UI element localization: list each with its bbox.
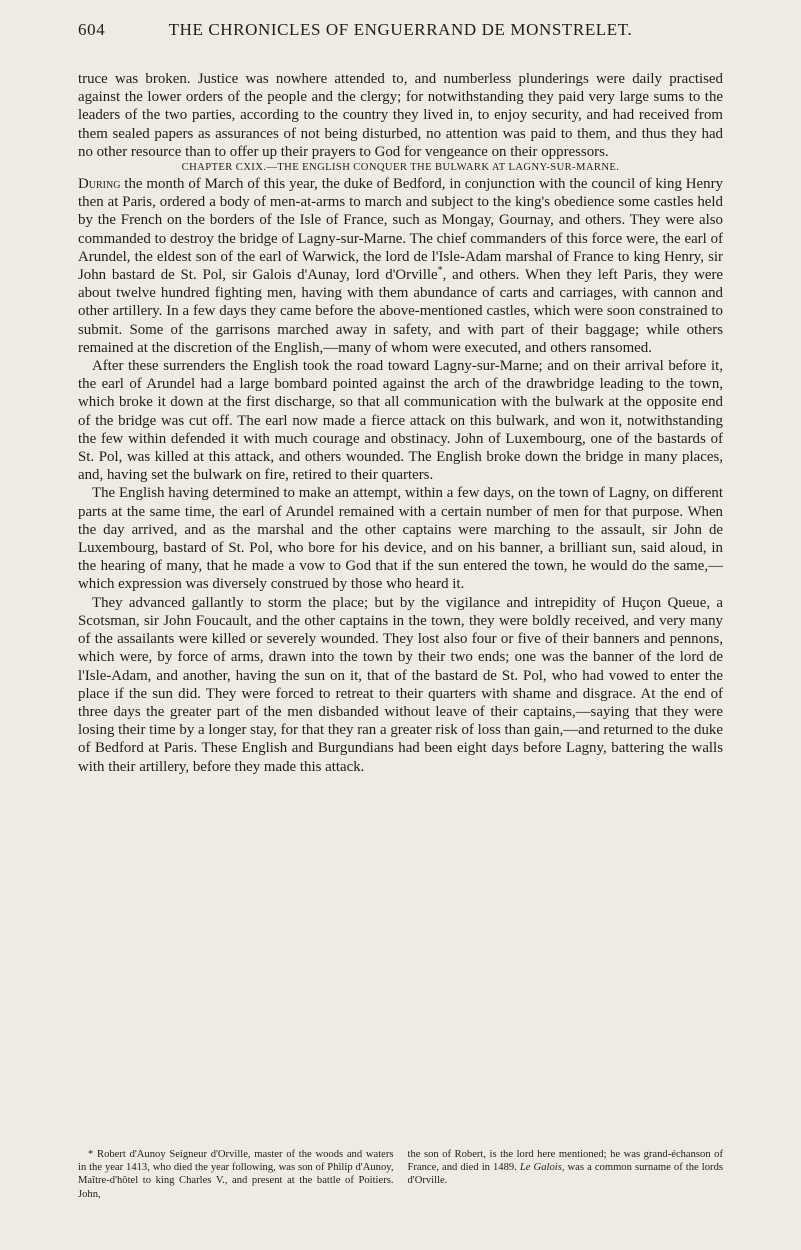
footnote-text-left: * Robert d'Aunoy Seigneur d'Orville, master of the woods and waters in the year 1413, who died the year following, was son of Philip d'Aunoy, Maître-d'hôtel to king Charles V., and present at the battle of Poitiers. John, xyxy=(78,1149,394,1200)
paragraph-2: After these surrenders the English took the road toward Lagny-sur-Marne; and on their arrival before it, the earl of Arundel had a large bombard pointed against the arch of the drawbridge leading to the town, which broke it down at the first discharge, so that all communication with the bulwark at the opposite end of the bridge was cut off. The earl now made a fierce attack on this bulwark, and won it, notwithstanding the few within defended it with much courage and obstinacy. John of Luxembourg, one of the bastards of St. Pol, was killed at this attack, and others wounded. The English broke down the bridge in many places, and, having set the bulwark on fire, retired to their quarters. xyxy=(78,358,723,484)
running-title: THE CHRONICLES OF ENGUERRAND DE MONSTRELET. xyxy=(168,20,633,39)
paragraph-lead-word: During xyxy=(78,176,121,193)
footnote-column-right xyxy=(408,1148,724,1201)
footnotes xyxy=(78,1148,723,1201)
footnote-reference[interactable]: * xyxy=(437,265,443,277)
main-text xyxy=(78,70,723,776)
footnote-right-b: was a common surname of the lords d'Orville. xyxy=(407,1162,723,1187)
paragraph-1-text-a: the month of March of this year, the duke of Bedford, in conjunction with the council of king Henry then at Paris, ordered a body of men-at-arms to march and subject to the king's obedience some castles held by the French on the borders of the Isle of France, such as Mongay, Gournay, and others. They were also commanded to destroy the bridge of Lagny-sur-Marne. The chief commanders of this force were, the earl of Arundel, the eldest son of the earl of Warwick, the lord de l'Isle-Adam marshal of France to king Henry, sir John bastard de St. Pol, sir Galois d'Aunay, lord d'Orville xyxy=(78,176,723,284)
paragraph-3: The English having determined to make an attempt, within a few days, on the town of Lagny, on different parts at the same time, the earl of Arundel remained with a certain number of men for that purpose. When the day arrived, and as the marshal and the other captains were marching to the assault, sir John de Luxembourg, bastard of St. Pol, who bore for his device, and on his banner, a brilliant sun, said aloud, in the hearing of many, that he made a vow to God that if the sun entered the town, he would do the same,— which expression was diversely construed by those who heard it. xyxy=(78,485,723,593)
page-number: 604 xyxy=(78,20,106,39)
footnote-right-a: the son of Robert, is the lord here mentioned; he was grand-échanson of France, and died in 1489. xyxy=(407,1149,723,1174)
footnote-text-right xyxy=(408,1148,724,1188)
page-header xyxy=(78,20,723,46)
paragraph-1-text-b: , and others. When they left Paris, they were about twelve hundred fighting men, having with them abundance of carts and carriages, with cannon and other artillery. In a few days they came before the above-mentioned castles, which were soon constrained to submit. Some of the garrisons marched away in safety, and with part of their baggage; while others remained at the discretion of the English,—many of whom were executed, and others ransomed. xyxy=(78,267,724,356)
footnote-right-italic: Le Galois, xyxy=(519,1162,565,1174)
footnote-column-left xyxy=(78,1148,394,1201)
opening-paragraph: truce was broken. Justice was nowhere attended to, and numberless plunderings were daily practised against the lower orders of the people and the clergy; for notwithstanding they paid very large sums to the leaders of the two parties, according to the country they lived in, to enjoy security, and had received from them sealed papers as assurances of not being disturbed, no attention was paid to them, and thus they had no other resource than to offer up their prayers to God for vengeance on their oppressors. xyxy=(78,71,723,160)
paragraph-1 xyxy=(78,175,723,357)
paragraph-4: They advanced gallantly to storm the place; but by the vigilance and intrepidity of Huçon Queue, a Scotsman, sir John Foucault, and the other captains in the town, they were boldly received, and very many of the assailants were killed or severely wounded. They lost also four or five of their banners and pennons, which were, by force of arms, drawn into the town by their two ends; one was the banner of the lord de l'Isle-Adam, and another, having the sun on it, that of the bastard de St. Pol, who had vowed to enter the place if the sun did. They were forced to retreat to their quarters with shame and disgrace. At the end of three days the greater part of the men disbanded without leave of their captains,—saying that they were losing their time by a longer stay, for that they ran a greater risk of loss than gain,—and returned to the duke of Bedford at Paris. These English and Burgundians had been eight days before Lagny, battering the walls with their artillery, before they made this attack. xyxy=(78,594,723,775)
chapter-heading: CHAPTER CXIX.—THE ENGLISH CONQUER THE BULWARK AT LAGNY-SUR-MARNE. xyxy=(181,162,620,174)
